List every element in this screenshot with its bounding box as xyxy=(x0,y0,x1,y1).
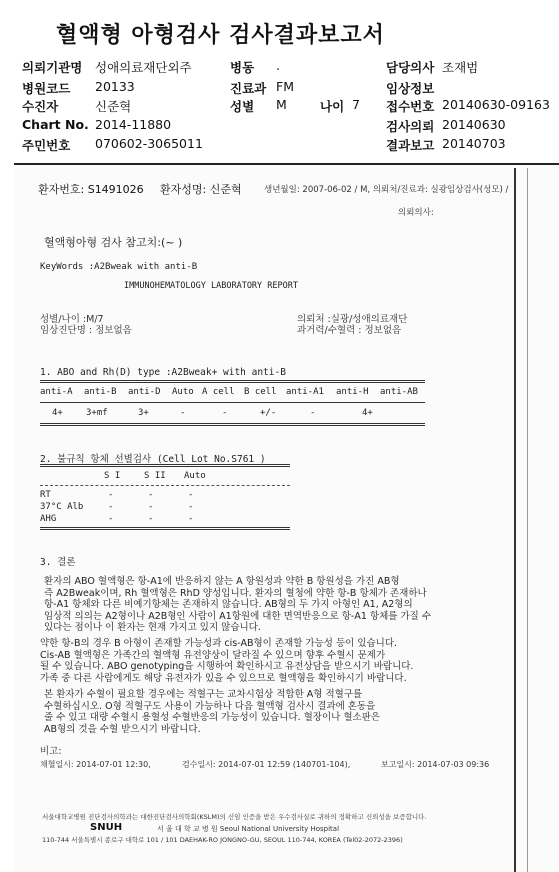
antibody-cell: - xyxy=(188,490,194,500)
conclusion-paragraph-2 xyxy=(40,638,413,684)
document-title: 혈액형아형 검사 참고치:(~ ) xyxy=(44,236,183,249)
abo-header: anti-D xyxy=(128,387,161,397)
label-doctor: 담당의사 xyxy=(386,60,435,75)
conclusion-line: 있다는 점이나 이 환자는 현재 가지고 있지 않습니다. xyxy=(44,622,261,633)
label-requesting-institution: 의뢰기관명 xyxy=(22,60,83,75)
value-sex: M xyxy=(276,97,287,112)
value-ward: . xyxy=(276,58,280,73)
antibody-row xyxy=(40,502,228,512)
antibody-header: S II xyxy=(144,471,166,481)
note-label: 비고: xyxy=(40,746,62,757)
abo-header: B cell xyxy=(244,387,277,397)
value-requesting-institution: 성애의료재단외주 xyxy=(95,60,192,75)
label-chart-no: Chart No. xyxy=(22,117,89,132)
label-clinical-info: 임상정보 xyxy=(386,81,435,96)
hospital-name: 서 울 대 학 교 병 원 Seoul National University Hospital xyxy=(157,825,340,833)
conclusion-line: 환자의 ABO 혈액형은 항-A1에 반응하지 않는 A 항원성과 약한 B 항원성을 가진 AB형 xyxy=(44,576,400,587)
table-rule xyxy=(40,380,425,383)
abo-value: +/- xyxy=(260,408,277,418)
patient-number: 환자번호: S1491026 xyxy=(38,183,144,196)
antibody-cell: - xyxy=(188,514,194,524)
scan-edge-line xyxy=(514,168,516,872)
section2-title: 2. 불규칙 항체 선별검사 (Cell Lot No.S761 ) xyxy=(40,454,266,465)
report-title: 혈액형 아형검사 검사결과보고서 xyxy=(56,23,385,48)
scan-edge-line xyxy=(527,168,528,872)
label-result-report: 결과보고 xyxy=(386,138,435,153)
abo-value: 4+ xyxy=(362,408,373,418)
conclusion-line: 줄 수 있고 대량 수혈시 용혈성 수혈반응의 가능성이 있습니다. 혈장이나 혈소판은 xyxy=(44,712,381,723)
antibody-cell: 37°C Alb xyxy=(40,502,84,512)
antibody-cell: - xyxy=(108,490,114,500)
abo-value: 3+ xyxy=(138,408,149,418)
abo-value: - xyxy=(222,408,228,418)
conclusion-paragraph-3 xyxy=(44,689,380,735)
table-rule xyxy=(40,527,290,530)
value-chart-no: 2014-11880 xyxy=(95,117,172,132)
patient-name: 환자성명: 신준혁 xyxy=(160,183,242,196)
referring-institution: 의뢰처 :실광/성애의료재단 xyxy=(297,314,408,325)
history: 과거력/수혈력 : 정보없음 xyxy=(297,325,402,336)
label-accession-no: 접수번호 xyxy=(386,99,435,114)
abo-header: Auto xyxy=(172,387,194,397)
clinical-diagnosis: 임상진단명 : 정보없음 xyxy=(40,325,132,336)
antibody-header-row xyxy=(40,471,224,481)
table-rule xyxy=(40,485,290,486)
abo-header: anti-A1 xyxy=(286,387,324,397)
requesting-doctor: 의뢰의사: xyxy=(398,208,434,218)
value-test-request: 20140630 xyxy=(442,117,506,132)
abo-value: 4+ xyxy=(52,408,63,418)
value-patient: 신준혁 xyxy=(95,99,132,114)
lab-report-title: IMMUNOHEMATOLOGY LABORATORY REPORT xyxy=(124,281,298,291)
table-rule xyxy=(40,464,290,467)
antibody-cell: - xyxy=(108,514,114,524)
label-patient: 수진자 xyxy=(22,99,59,114)
conclusion-line: AB형의 것을 수혈 받으시기 바랍니다. xyxy=(44,723,201,735)
value-accession-no: 20140630-09163 xyxy=(442,97,550,112)
report-time: 보고일시: 2014-07-03 09:36 xyxy=(381,760,490,769)
section1-title: 1. ABO and Rh(D) type :A2Bweak+ with anti-B xyxy=(40,367,286,378)
label-hospital-code: 병원코드 xyxy=(22,81,71,96)
abo-header: anti-AB xyxy=(380,387,418,397)
value-resident-no: 070602-3065011 xyxy=(95,136,203,151)
conclusion-line: 본 환자가 수혈이 필요할 경우에는 적혈구는 교차시험상 적합한 A형 적혈구를 xyxy=(44,689,363,700)
antibody-cell: - xyxy=(108,502,114,512)
label-resident-no: 주민번호 xyxy=(22,138,71,153)
antibody-cell: - xyxy=(188,502,194,512)
keywords: KeyWords :A2Bweak with anti-B xyxy=(40,262,198,272)
hospital-address: 110-744 서울특별시 종로구 대학로 101 / 101 DAEHAK-RO JONGNO-GU, SEOUL 110-744, KOREA (Tel02-2072-2396) xyxy=(42,836,403,844)
label-age: 나이 xyxy=(320,99,345,114)
antibody-cell: - xyxy=(148,490,154,500)
conclusion-line: 가족 중 다른 사람에게도 해당 유전자가 있을 수 있으므로 혈액형을 확인하시기 바랍니다. xyxy=(40,672,407,684)
value-hospital-code: 20133 xyxy=(95,79,135,94)
conclusion-paragraph-1 xyxy=(44,576,431,634)
conclusion-line: 약한 항-B의 경우 B 아형이 존재할 가능성과 cis-AB형이 존재할 가능성 등이 있습니다. xyxy=(40,638,398,649)
collection-time: 채혈일시: 2014-07-01 12:30, xyxy=(40,760,151,769)
conclusion-line: 수혈하십시오. O형 적혈구도 사용이 가능하나 다음 혈액형 검사시 결과에 혼동을 xyxy=(44,700,376,712)
abo-header: A cell xyxy=(202,387,235,397)
label-ward: 병동 xyxy=(230,60,255,75)
value-department: FM xyxy=(276,79,294,94)
abo-value: - xyxy=(310,408,316,418)
abo-value-row xyxy=(52,408,432,418)
value-age: 7 xyxy=(352,97,360,112)
table-rule xyxy=(40,402,425,403)
value-result-report: 20140703 xyxy=(442,136,506,151)
abo-value: 3+mf xyxy=(86,408,108,418)
conclusion-line: 항-A1 항체와 다른 비예기항체는 존재하지 않습니다. AB형의 두 가지 아형인 A1, A2형의 xyxy=(44,599,413,610)
accreditation-notice: 서울대학교병원 진단검사의학과는 대한진단검사의학회(KSLM)의 신임 인증을 받은 우수검사실로 귀하의 정확하고 신뢰성을 보증합니다. xyxy=(42,813,427,821)
antibody-cell: - xyxy=(148,514,154,524)
conclusion-line: 될 수 있습니다. ABO genotyping을 시행하여 확인하시고 유전상담을 받으시기 바랍니다. xyxy=(40,661,414,672)
antibody-header: S I xyxy=(104,471,121,481)
antibody-cell: - xyxy=(148,502,154,512)
abo-value: - xyxy=(180,408,186,418)
value-doctor: 조재범 xyxy=(442,60,479,75)
antibody-row xyxy=(40,490,228,500)
section3-title: 3. 결론 xyxy=(40,557,76,568)
abo-header: anti-A xyxy=(40,387,73,397)
table-rule xyxy=(40,423,425,426)
label-sex: 성별 xyxy=(230,99,255,114)
receipt-time: 검수일시: 2014-07-01 12:59 (140701-104), xyxy=(182,760,351,769)
antibody-header: Auto xyxy=(184,471,206,481)
dob-referrer-line: 생년월일: 2007-06-02 / M, 의뢰처/진료과: 실광임상검사(성모) / xyxy=(264,185,509,195)
abo-header: anti-H xyxy=(336,387,369,397)
conclusion-line: 즉 A2Bweak이며, Rh 혈액형은 RhD 양성입니다. 환자의 혈청에 약한 항-B 항체가 존재하나 xyxy=(44,587,427,599)
conclusion-line: 임상적 의의는 A2형이나 A2B형인 사람이 A1항원에 대한 면역반응으로 항-A1 항체를 가질 수 xyxy=(44,610,431,622)
abo-header-row xyxy=(40,387,424,397)
label-department: 진료과 xyxy=(230,81,267,96)
label-test-request: 검사의뢰 xyxy=(386,119,435,134)
antibody-cell: RT xyxy=(40,490,51,500)
antibody-header xyxy=(40,471,104,481)
abo-header: anti-B xyxy=(84,387,117,397)
snuh-logo: SNUH xyxy=(90,822,123,833)
sex-age: 성별/나이 :M/7 xyxy=(40,314,104,325)
antibody-row xyxy=(40,514,228,524)
conclusion-line: Cis-AB 혈액형은 가족간의 혈액형 유전양상이 달라질 수 있으며 향후 수혈시 문제가 xyxy=(40,649,386,661)
abo-value xyxy=(402,408,432,418)
antibody-cell: AHG xyxy=(40,514,57,524)
